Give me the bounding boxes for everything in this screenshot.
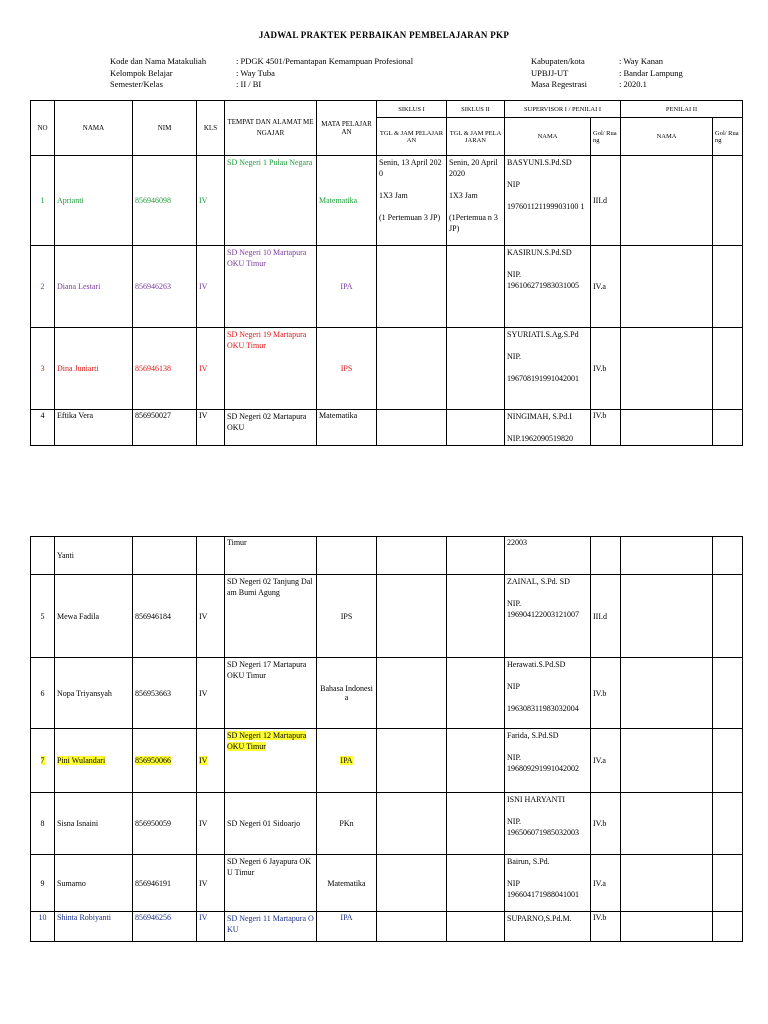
row-mapel: PKn (317, 793, 377, 855)
row-siklus-1: Senin, 13 April 2020 1X3 Jam (1 Pertemuan 3 JP) (377, 156, 447, 246)
row-no: 5 (31, 575, 55, 658)
cell (713, 658, 743, 729)
cell (621, 658, 713, 729)
meta-left (110, 56, 413, 91)
row-supervisor: Farida, S.Pd.SD NIP. 196809291991042002 (505, 729, 591, 793)
cell (447, 575, 505, 658)
row-nama: Shinta Robiyanti (55, 912, 133, 942)
row-mapel: Bahasa Indonesia (317, 658, 377, 729)
table-row (31, 537, 743, 575)
row-nama: Pini Wulandari (57, 756, 106, 765)
row-tempat: SD Negeri 02 Tanjung Dalam Bumi Agung (225, 575, 317, 658)
row-tempat: Timur (225, 537, 317, 575)
header-penilai-2: PENILAI II (621, 101, 743, 118)
row-siklus-1 (377, 410, 447, 446)
header-tempat: TEMPAT DAN ALAMAT MENGAJAR (225, 101, 317, 156)
cell (317, 537, 377, 575)
table-row (31, 793, 743, 855)
meta-label: Kabupaten/kota (531, 56, 585, 66)
schedule-table-2 (30, 536, 743, 942)
header-siklus-2: SIKLUS II (447, 101, 505, 118)
row-siklus-1 (377, 328, 447, 410)
header-supervisor: SUPERVISOR I / PENILAI I (505, 101, 621, 118)
row-penilai (621, 156, 713, 246)
row-gol: IV.a (591, 246, 621, 328)
row-mapel: IPS (317, 575, 377, 658)
row-nama: Nopa Triyansyah (55, 658, 133, 729)
row-siklus-2 (447, 328, 505, 410)
row-mapel: IPA (317, 912, 377, 942)
row-penilai-gol (713, 246, 743, 328)
cell (31, 537, 55, 575)
row-mapel: Matematika (317, 410, 377, 446)
row-no: 3 (31, 328, 55, 410)
meta-value: : PDGK 4501/Pemantapan Kemampuan Profesional (236, 56, 414, 66)
row-supervisor: KASIRUN.S.Pd.SD NIP. 196106271983031005 (505, 246, 591, 328)
row-supervisor: Bairun, S.Pd. NIP 196604171988041001 (505, 855, 591, 912)
row-penilai-gol (713, 156, 743, 246)
row-gol: IV.b (591, 793, 621, 855)
row-kls: IV (197, 246, 225, 328)
header-sup-nama: NAMA (505, 118, 591, 156)
header-kls: KLS (197, 101, 225, 156)
row-nama: Sisna Isnaini (55, 793, 133, 855)
row-supervisor: Herawati.S.Pd.SD NIP 196308311983032004 (505, 658, 591, 729)
row-mapel: IPS (317, 328, 377, 410)
row-gol: III.d (591, 575, 621, 658)
row-nama: Mewa Fadila (55, 575, 133, 658)
row-siklus-2: Senin, 20 April 2020 1X3 Jam (1Pertemua n 3 JP) (447, 156, 505, 246)
row-no: 2 (31, 246, 55, 328)
row-tempat: SD Negeri 10 Martapura OKU Timur (225, 246, 317, 328)
row-mapel: IPA (340, 756, 353, 765)
row-kls: IV (197, 328, 225, 410)
meta-value: : 2020.1 (619, 79, 647, 89)
meta-right (531, 56, 683, 91)
row-tempat: SD Negeri 12 Martapura OKU Timur (227, 731, 307, 751)
meta-label: Kode dan Nama Matakuliah (110, 56, 207, 66)
row-siklus-1 (377, 246, 447, 328)
row-mapel: Matematika (317, 156, 377, 246)
row-gol: IV.b (591, 658, 621, 729)
row-supervisor: ZAINAL, S.Pd. SD NIP. 196904122003121007 (505, 575, 591, 658)
row-tempat: SD Negeri 01 Sidoarjo (225, 793, 317, 855)
cell (621, 912, 713, 942)
table-row (31, 658, 743, 729)
table-row (31, 328, 743, 410)
cell (713, 912, 743, 942)
cell (133, 537, 197, 575)
cell (377, 793, 447, 855)
row-gol: IV.b (591, 410, 621, 446)
row-no: 1 (31, 156, 55, 246)
row-tempat: SD Negeri 02 Martapura OKU (225, 410, 317, 446)
table-row (31, 729, 743, 793)
row-no: 4 (31, 410, 55, 446)
row-supervisor: ISNI HARYANTI NIP. 196506071985032003 (505, 793, 591, 855)
row-kls: IV (197, 156, 225, 246)
cell (447, 912, 505, 942)
meta-label: Kelompok Belajar (110, 67, 173, 78)
cell (713, 855, 743, 912)
row-no: 6 (31, 658, 55, 729)
row-kls: IV (197, 793, 225, 855)
row-tempat: SD Negeri 19 Martapura OKU Timur (225, 328, 317, 410)
table-row (31, 575, 743, 658)
table-row (31, 912, 743, 942)
row-kls: IV (199, 756, 208, 765)
row-nama: Diana Lestari (55, 246, 133, 328)
row-gol: IV.b (591, 328, 621, 410)
row-supervisor: SUPARNO,S.Pd.M. (505, 912, 591, 942)
row-nim: 856953663 (133, 658, 197, 729)
row-nim: 856946256 (133, 912, 197, 942)
header-mapel: MATA PELAJARAN (317, 101, 377, 156)
header-pen-nama: NAMA (621, 118, 713, 156)
row-no: 7 (40, 756, 45, 765)
row-siklus-2 (447, 246, 505, 328)
meta-value: : Way Tuba (236, 67, 275, 78)
cell (621, 575, 713, 658)
row-penilai (621, 246, 713, 328)
table-row (31, 410, 743, 446)
row-gol: IV.b (591, 912, 621, 942)
row-supervisor: SYURIATI.S.Ag.S.Pd NIP. 196708191991042001 (505, 328, 591, 410)
row-penilai-gol (713, 410, 743, 446)
row-no: 8 (31, 793, 55, 855)
meta-label: Masa Regestrasi (531, 79, 587, 89)
row-no: 10 (31, 912, 55, 942)
schedule-table-1 (30, 100, 743, 446)
header-tgl-1: TGL & JAM PELAJARAN (377, 118, 447, 156)
cell (377, 575, 447, 658)
cell (377, 855, 447, 912)
row-supervisor: NINGIMAH, S.Pd.I NIP.1962090519820 (505, 410, 591, 446)
header-siklus-1: SIKLUS I (377, 101, 447, 118)
row-nim: 856950027 (133, 410, 197, 446)
cell (591, 537, 621, 575)
header-pen-gol: Gol/ Ruang (713, 118, 743, 156)
cell (447, 793, 505, 855)
cell (713, 537, 743, 575)
header-no: NO (31, 101, 55, 156)
header-nim: NIM (133, 101, 197, 156)
row-kls: IV (197, 658, 225, 729)
row-kls: IV (197, 410, 225, 446)
cell (377, 912, 447, 942)
row-nim: 856946263 (133, 246, 197, 328)
row-nim: 856946184 (133, 575, 197, 658)
cell (197, 537, 225, 575)
meta-value: : II / BI (236, 79, 262, 89)
row-supervisor: BASYUNI.S.Pd.SD NIP 197601121199903100 1 (505, 156, 591, 246)
cell (447, 537, 505, 575)
header-sup-gol: Gol/ Ruang (591, 118, 621, 156)
meta-value: : Bandar Lampung (619, 67, 683, 78)
cell (621, 729, 713, 793)
row-gol: IV.a (591, 729, 621, 793)
cell (621, 537, 713, 575)
row-penilai (621, 410, 713, 446)
row-kls: IV (197, 912, 225, 942)
meta-value: : Way Kanan (619, 56, 664, 66)
cell (447, 729, 505, 793)
cell (377, 537, 447, 575)
document-title: JADWAL PRAKTEK PERBAIKAN PEMBELAJARAN PKP (258, 30, 510, 40)
row-mapel: IPA (317, 246, 377, 328)
meta-label: UPBJJ-UT (531, 67, 569, 78)
cell (377, 729, 447, 793)
cell (621, 855, 713, 912)
row-nim: 856946191 (133, 855, 197, 912)
row-nim: 856950066 (135, 756, 171, 765)
row-no: 9 (31, 855, 55, 912)
table-row (31, 246, 743, 328)
row-nama: Sumarno (55, 855, 133, 912)
row-nim: 856946098 (133, 156, 197, 246)
row-tempat: SD Negeri 6 Jayapura OKU Timur (225, 855, 317, 912)
row-nama: Eftika Vera (55, 410, 133, 446)
row-nim: 856950059 (133, 793, 197, 855)
cell (447, 658, 505, 729)
table-row (31, 855, 743, 912)
meta-label: Semester/Kelas (110, 79, 163, 89)
header-tgl-2: TGL & JAM PELAJARAN (447, 118, 505, 156)
row-penilai-gol (713, 328, 743, 410)
header-nama: NAMA (55, 101, 133, 156)
cell (621, 793, 713, 855)
row-penilai (621, 328, 713, 410)
row-tempat: SD Negeri 17 Martapura OKU Timur (225, 658, 317, 729)
cell (713, 793, 743, 855)
row-tempat: SD Negeri 11 Martapura OKU (225, 912, 317, 942)
row-mapel: Matematika (317, 855, 377, 912)
row-nama: Yanti (55, 537, 133, 575)
row-nim: 856946138 (133, 328, 197, 410)
cell (713, 575, 743, 658)
row-nama: Aprianti (55, 156, 133, 246)
cell (713, 729, 743, 793)
row-gol: IV.a (591, 855, 621, 912)
row-kls: IV (197, 575, 225, 658)
cell (377, 658, 447, 729)
row-gol: III.d (591, 156, 621, 246)
table-row (31, 156, 743, 246)
row-siklus-2 (447, 410, 505, 446)
row-tempat: SD Negeri 1 Pulau Negara (225, 156, 317, 246)
row-kls: IV (197, 855, 225, 912)
row-nama: Dina Juniarti (55, 328, 133, 410)
cell (447, 855, 505, 912)
row-supervisor: 22003 (505, 537, 591, 575)
